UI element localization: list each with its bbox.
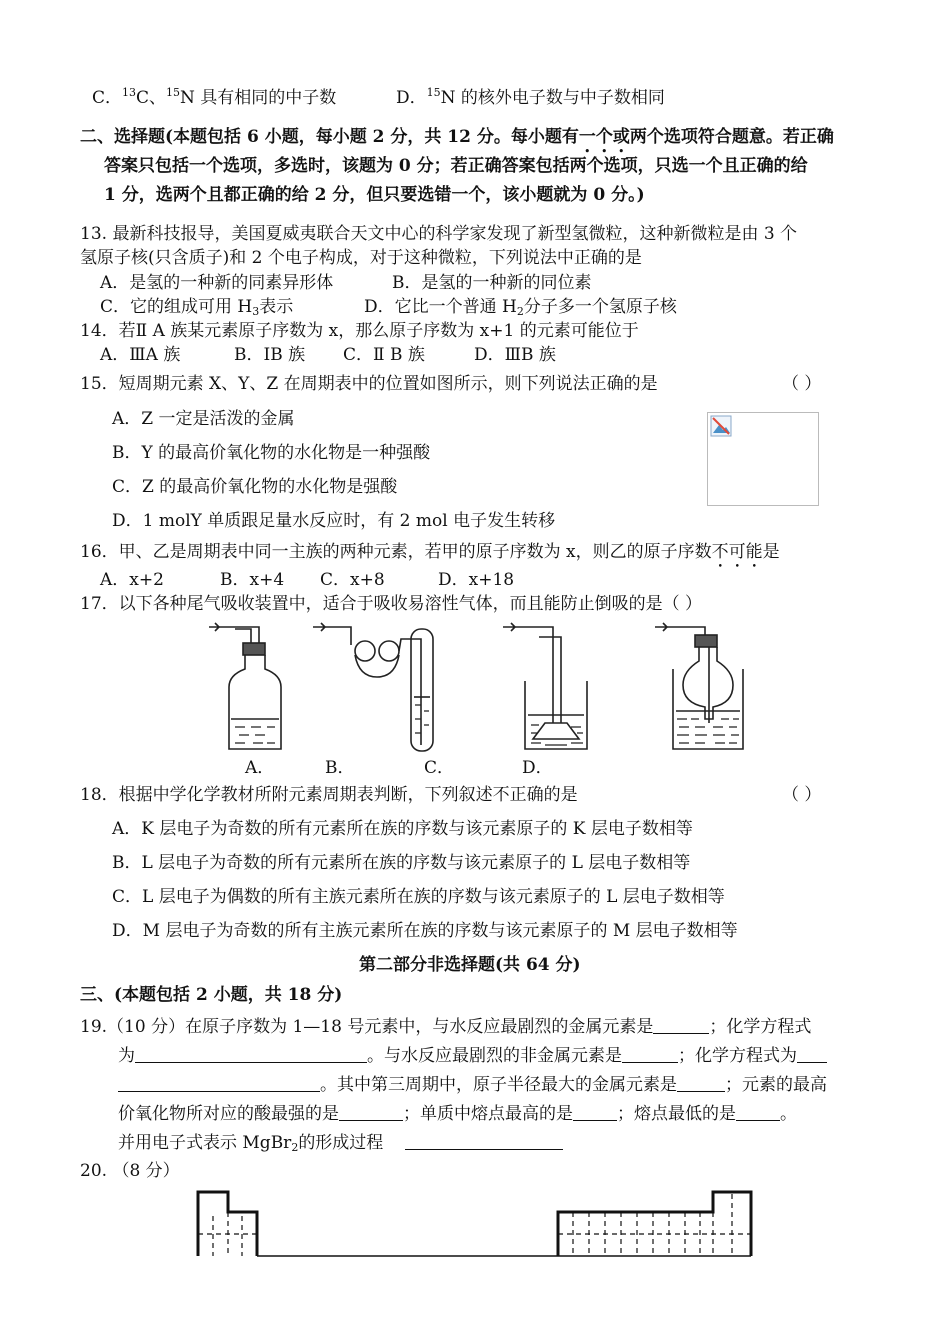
- q19-line4: 价氧化物所对应的酸最强的是 ；单质中熔点最高的是 ；熔点最低的是 。: [118, 1104, 797, 1124]
- q19-blank-strongest-acid[interactable]: [339, 1104, 403, 1121]
- q17-label-d: D．: [522, 758, 553, 778]
- q19-line1: 19.（10 分）在原子序数为 1—18 号元素中，与水反应最剧烈的金属元素是 ；化学方程式: [80, 1017, 812, 1037]
- apparatus-d-flask-beaker: [655, 623, 743, 749]
- q16-option-b: B．x+4: [220, 570, 285, 590]
- q18-answer-paren: （ ）: [782, 785, 822, 805]
- q13-option-a: A．是氢的一种新的同素异形体: [100, 273, 334, 293]
- q15-option-b: B．Y 的最高价氧化物的水化物是一种强酸: [112, 443, 431, 463]
- section2-heading-line3: 1 分，选两个且都正确的给 2 分，但只要选错一个，该小题就为 0 分。): [104, 185, 645, 205]
- q19-line5: 并用电子式表示 MgBr$_2$的形成过程: [118, 1132, 563, 1159]
- q19-blank-equation2-start[interactable]: [797, 1046, 827, 1063]
- q20-periodic-table-outline: [195, 1190, 755, 1260]
- q17-label-b: B．: [325, 758, 355, 778]
- q17-label-a: A．: [245, 758, 275, 778]
- part2-title: 第二部分非选择题(共 64 分): [359, 955, 581, 975]
- q14-option-d: D．ⅢB 族: [474, 345, 556, 365]
- q19-blank-lowest-mp[interactable]: [736, 1104, 780, 1121]
- q16-stem: 16．甲、乙是周期表中同一主族的两种元素，若甲的原子序数为 x，则乙的原子序数不可能是: [80, 542, 780, 562]
- q17-label-c: C．: [424, 758, 455, 778]
- q17-apparatus-figure: [205, 615, 765, 755]
- q12-option-d: D．$^{15}$N 的核外电子数与中子数相同: [396, 86, 665, 108]
- q19-blank-largest-radius[interactable]: [677, 1075, 725, 1092]
- apparatus-c-funnel-beaker: [503, 623, 587, 749]
- q15-option-d: D．1 molY 单质跟足量水反应时，有 2 mol 电子发生转移: [112, 511, 556, 531]
- q17-stem: 17．以下各种尾气吸收装置中，适合于吸收易溶性气体，而且能防止倒吸的是（ ）: [80, 594, 703, 614]
- q18-option-d: D．M 层电子为奇数的所有主族元素所在族的序数与该元素原子的 M 层电子数相等: [112, 921, 738, 941]
- q15-option-a: A．Z 一定是活泼的金属: [112, 409, 295, 429]
- q19-line2: 为 。与水反应最剧烈的非金属元素是 ；化学方程式为: [118, 1045, 827, 1067]
- q19-line3: 。其中第三周期中，原子半径最大的金属元素是 ；元素的最高: [118, 1074, 827, 1096]
- q18-stem: 18．根据中学化学教材所附元素周期表判断，下列叙述不正确的是: [80, 785, 578, 805]
- q14-option-c: C．Ⅱ B 族: [343, 345, 425, 365]
- q13-stem-line2: 氢原子核(只含质子)和 2 个电子构成，对于这种微粒，下列说法中正确的是: [80, 248, 642, 268]
- q13-option-b: B．是氢的一种新的同位素: [392, 273, 592, 293]
- q16-option-d: D．x+18: [438, 570, 515, 590]
- section3-heading: 三、(本题包括 2 小题，共 18 分): [80, 985, 343, 1005]
- section2-heading-line2: 答案只包括一个选项，多选时，该题为 0 分；若正确答案包括两个选项，只选一个且正确的给: [104, 156, 808, 176]
- q15-option-c: C．Z 的最高价氧化物的水化物是强酸: [112, 477, 398, 497]
- apparatus-b-bulb-tube: [313, 623, 433, 751]
- q20-stem: 20. （8 分）: [80, 1161, 180, 1181]
- q14-option-a: A．ⅢA 族: [100, 345, 181, 365]
- q15-answer-paren: （ ）: [782, 374, 822, 394]
- q15-stem: 15．短周期元素 X、Y、Z 在周期表中的位置如图所示，则下列说法正确的是: [80, 374, 658, 394]
- q16-option-c: C．x+8: [320, 570, 385, 590]
- q13-option-c: C．它的组成可用 $H_3$表示: [100, 297, 294, 318]
- q18-option-a: A．K 层电子为奇数的所有元素所在族的序数与该元素原子的 K 层电子数相等: [112, 819, 693, 839]
- q19-blank-metal[interactable]: [653, 1017, 709, 1034]
- q16-option-a: A．x+2: [100, 570, 164, 590]
- q12-option-c: C．$^{13}$C、$^{15}$N 具有相同的中子数: [92, 86, 337, 108]
- q13-stem-line1: 13. 最新科技报导，美国夏威夷联合天文中心的科学家发现了新型氢微粒，这种新微粒是由 3 个: [80, 224, 798, 244]
- q19-blank-equation1[interactable]: [135, 1046, 367, 1063]
- q18-option-c: C．L 层电子为偶数的所有主族元素所在族的序数与该元素原子的 L 层电子数相等: [112, 887, 725, 907]
- q19-blank-highest-mp[interactable]: [573, 1104, 617, 1121]
- q18-option-b: B．L 层电子为奇数的所有元素所在族的序数与该元素原子的 L 层电子数相等: [112, 853, 691, 873]
- q15-periodic-figure-placeholder: [707, 412, 819, 506]
- apparatus-a-gas-bottle: [209, 623, 281, 749]
- q14-option-b: B．IB 族: [234, 345, 306, 365]
- q13-option-d: D．它比一个普通 $H_2$分子多一个氢原子核: [364, 297, 677, 318]
- q19-blank-nonmetal[interactable]: [622, 1046, 678, 1063]
- q19-blank-equation2[interactable]: [118, 1075, 320, 1092]
- broken-image-icon: [710, 415, 732, 437]
- q19-blank-electron-formula[interactable]: [405, 1133, 563, 1150]
- q14-stem: 14．若Ⅱ A 族某元素原子序数为 x，那么原子序数为 x+1 的元素可能位于: [80, 321, 639, 341]
- section2-heading: 二、选择题(本题包括 6 小题，每小题 2 分，共 12 分。每小题有一个或两个选项符合题意。若正确: [80, 127, 834, 147]
